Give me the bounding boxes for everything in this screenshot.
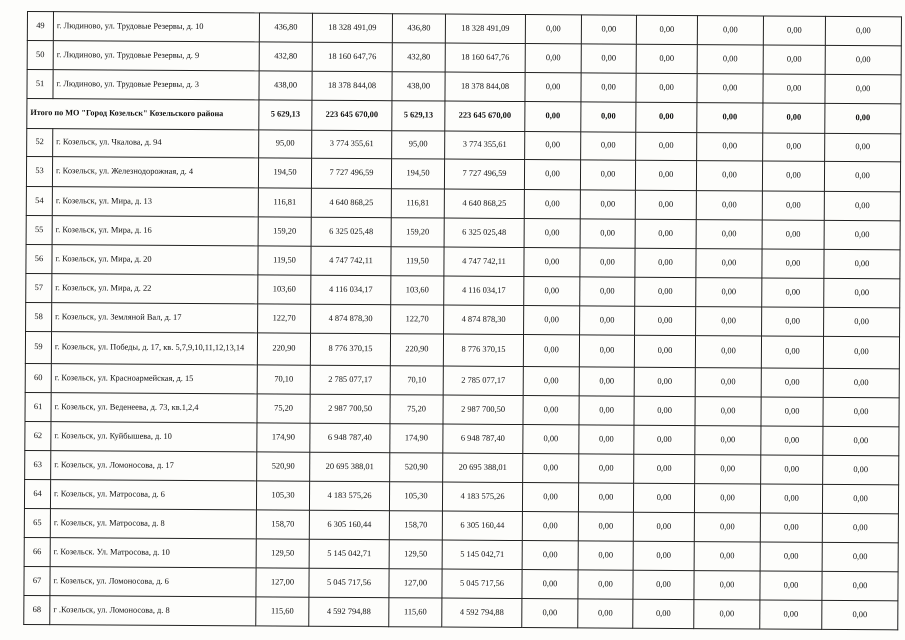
area-total: 174,90 (257, 423, 310, 452)
row-number: 53 (26, 157, 52, 187)
amount-4: 0,00 (696, 191, 762, 220)
table-row (25, 331, 899, 368)
area-funded: 158,70 (389, 511, 442, 540)
amount-1: 0,00 (522, 483, 578, 512)
address: г. Козельск. Ул. Матросова, д. 10 (50, 538, 256, 568)
cost-total: 5 145 042,71 (309, 539, 389, 568)
amount-4: 0,00 (697, 133, 763, 161)
row-number: 60 (25, 363, 51, 392)
amount-5: 0,00 (763, 16, 825, 45)
row-number: 65 (24, 508, 50, 537)
address: г. Козельск, ул. Мира, д. 22 (52, 274, 258, 304)
area-total: 105,30 (256, 481, 309, 510)
area-total: 115,60 (256, 597, 309, 626)
amount-2: 0,00 (579, 454, 634, 483)
amount-4: 0,00 (694, 571, 760, 600)
amount-3: 0,00 (635, 306, 696, 335)
area-total: 432,80 (259, 42, 312, 71)
row-number: 68 (24, 595, 50, 624)
cost-funded: 20 695 388,01 (443, 453, 523, 482)
area-total: 5 629,13 (259, 100, 312, 130)
amount-3: 0,00 (636, 102, 697, 132)
amount-2: 0,00 (581, 132, 636, 160)
amount-3: 0,00 (633, 570, 694, 599)
amount-5: 0,00 (761, 455, 823, 484)
row-number: 49 (27, 12, 53, 41)
area-funded: 116,81 (391, 189, 444, 218)
amount-6: 0,00 (824, 220, 900, 249)
amount-2: 0,00 (578, 512, 633, 541)
row-number: 54 (26, 186, 52, 215)
amount-1: 0,00 (522, 570, 578, 599)
amount-5: 0,00 (761, 368, 823, 397)
amount-2: 0,00 (578, 483, 633, 512)
amount-4: 0,00 (696, 220, 762, 249)
area-funded: 194,50 (391, 159, 444, 189)
address: г .Козельск, ул. Ломоносова, д. 8 (50, 596, 256, 626)
address: г. Людиново, ул. Трудовые Резервы, д. 3 (53, 70, 259, 100)
amount-5: 0,00 (763, 133, 825, 161)
area-total: 158,70 (256, 510, 309, 539)
amount-5: 0,00 (760, 484, 822, 513)
area-total: 194,50 (258, 158, 311, 188)
address: г. Козельск, ул. Земляной Вал, д. 17 (52, 303, 258, 333)
amount-4: 0,00 (695, 368, 761, 397)
amount-4: 0,00 (696, 278, 762, 307)
amount-4: 0,00 (696, 307, 762, 336)
area-total: 220,90 (257, 333, 310, 365)
amount-6: 0,00 (823, 368, 899, 397)
area-funded: 129,50 (389, 540, 442, 569)
area-funded: 70,10 (390, 366, 443, 395)
address: г. Козельск, ул. Веденеева, д. 73, кв.1,2,4 (51, 393, 257, 423)
amount-4: 0,00 (694, 513, 760, 542)
row-number: 52 (27, 129, 53, 157)
table-body (24, 12, 902, 630)
amount-3: 0,00 (635, 277, 696, 306)
amount-3: 0,00 (635, 219, 696, 248)
address: г. Козельск, ул. Мира, д. 16 (52, 216, 258, 246)
area-funded: 115,60 (389, 598, 442, 627)
area-total: 103,60 (258, 275, 311, 304)
cost-total: 7 727 496,59 (311, 158, 391, 188)
amount-4: 0,00 (694, 600, 760, 629)
cost-funded: 18 328 491,09 (445, 14, 525, 43)
amount-6: 0,00 (825, 16, 901, 45)
cost-total: 4 747 742,11 (311, 246, 391, 275)
area-total: 70,10 (257, 365, 310, 394)
amount-5: 0,00 (762, 249, 824, 278)
amount-3: 0,00 (633, 541, 694, 570)
area-funded: 5 629,13 (392, 101, 445, 131)
amount-6: 0,00 (824, 278, 900, 307)
row-number: 62 (25, 421, 51, 450)
amount-6: 0,00 (824, 161, 900, 191)
amount-1: 0,00 (524, 190, 580, 219)
address: г. Козельск, ул. Красноармейская, д. 15 (51, 364, 257, 394)
address: г. Козельск, ул. Победы, д. 17, кв. 5,7,9,10,11,12,13,14 (51, 332, 257, 365)
amount-1: 0,00 (523, 335, 579, 367)
row-number: 63 (25, 450, 51, 479)
amount-1: 0,00 (523, 396, 579, 425)
cost-funded: 4 747 742,11 (444, 247, 524, 276)
amount-5: 0,00 (760, 513, 822, 542)
cost-total: 6 325 025,48 (311, 217, 391, 246)
amount-1: 0,00 (525, 102, 581, 132)
amount-3: 0,00 (634, 335, 695, 367)
area-total: 436,80 (259, 13, 312, 42)
amount-1: 0,00 (522, 512, 578, 541)
amount-4: 0,00 (696, 161, 762, 191)
amount-2: 0,00 (580, 160, 635, 190)
address: г. Людиново, ул. Трудовые Резервы, д. 9 (53, 41, 259, 71)
amount-1: 0,00 (525, 44, 581, 73)
address: г. Людиново, ул. Трудовые Резервы, д. 10 (53, 12, 259, 42)
cost-total: 3 774 355,61 (312, 130, 392, 158)
amount-6: 0,00 (825, 103, 901, 133)
amount-1: 0,00 (523, 454, 579, 483)
amount-5: 0,00 (760, 542, 822, 571)
cost-funded: 4 874 878,30 (444, 305, 524, 334)
amount-3: 0,00 (636, 44, 697, 73)
amount-4: 0,00 (695, 455, 761, 484)
housing-register-table (23, 11, 902, 630)
amount-6: 0,00 (824, 307, 900, 336)
amount-4: 0,00 (697, 74, 763, 103)
row-number: 58 (26, 302, 52, 331)
amount-6: 0,00 (822, 571, 898, 600)
amount-1: 0,00 (525, 15, 581, 44)
amount-2: 0,00 (578, 570, 633, 599)
amount-6: 0,00 (825, 133, 901, 161)
cost-total: 223 645 670,00 (312, 100, 392, 130)
cost-total: 18 160 647,76 (312, 42, 392, 71)
amount-1: 0,00 (524, 277, 580, 306)
cost-funded: 6 305 160,44 (442, 511, 522, 540)
address: г. Козельск, ул. Матросова, д. 8 (50, 509, 256, 539)
area-funded: 119,50 (391, 247, 444, 276)
cost-funded: 2 785 077,17 (443, 366, 523, 395)
area-total: 127,00 (256, 568, 309, 597)
cost-funded: 4 592 794,88 (442, 598, 522, 627)
cost-total: 8 776 370,15 (310, 333, 390, 365)
amount-1: 0,00 (524, 306, 580, 335)
address: г. Козельск, ул. Матросова, д. 6 (50, 480, 256, 510)
amount-2: 0,00 (580, 248, 635, 277)
amount-4: 0,00 (694, 484, 760, 513)
amount-5: 0,00 (760, 600, 822, 629)
area-total: 129,50 (256, 539, 309, 568)
amount-2: 0,00 (580, 306, 635, 335)
amount-5: 0,00 (762, 278, 824, 307)
amount-6: 0,00 (825, 74, 901, 103)
cost-funded: 8 776 370,15 (443, 334, 523, 366)
cost-funded: 4 640 868,25 (444, 189, 524, 218)
row-number: 51 (27, 70, 53, 99)
amount-2: 0,00 (578, 541, 633, 570)
amount-2: 0,00 (579, 425, 634, 454)
amount-3: 0,00 (634, 396, 695, 425)
amount-2: 0,00 (581, 102, 636, 132)
amount-3: 0,00 (633, 599, 694, 628)
area-total: 116,81 (258, 188, 311, 217)
address: г. Козельск, ул. Мира, д. 13 (52, 187, 258, 217)
cost-funded: 6 948 787,40 (443, 424, 523, 453)
amount-6: 0,00 (823, 336, 899, 368)
amount-2: 0,00 (580, 219, 635, 248)
area-funded: 220,90 (390, 334, 443, 366)
amount-5: 0,00 (761, 397, 823, 426)
area-funded: 127,00 (389, 569, 442, 598)
amount-5: 0,00 (762, 191, 824, 220)
cost-funded: 223 645 670,00 (445, 101, 525, 131)
cost-funded: 6 325 025,48 (444, 218, 524, 247)
area-funded: 95,00 (392, 131, 445, 159)
amount-3: 0,00 (635, 190, 696, 219)
address: г. Козельск, ул. Мира, д. 20 (52, 245, 258, 275)
amount-3: 0,00 (635, 248, 696, 277)
amount-2: 0,00 (579, 335, 634, 367)
row-number: 55 (26, 215, 52, 244)
amount-2: 0,00 (578, 599, 633, 628)
amount-1: 0,00 (524, 219, 580, 248)
row-number: 61 (25, 392, 51, 421)
amount-6: 0,00 (823, 455, 899, 484)
amount-5: 0,00 (761, 426, 823, 455)
cost-funded: 2 987 700,50 (443, 395, 523, 424)
address: г. Козельск, ул. Куйбышева, д. 10 (51, 422, 257, 452)
area-total: 75,20 (257, 394, 310, 423)
cost-total: 4 116 034,17 (311, 275, 391, 304)
amount-6: 0,00 (823, 397, 899, 426)
area-funded: 75,20 (390, 395, 443, 424)
area-funded: 432,80 (392, 43, 445, 72)
amount-2: 0,00 (579, 367, 634, 396)
row-number: 57 (26, 273, 52, 302)
cost-total: 18 328 491,09 (312, 13, 392, 42)
amount-6: 0,00 (824, 249, 900, 278)
amount-6: 0,00 (822, 542, 898, 571)
amount-1: 0,00 (525, 73, 581, 102)
total-label: Итого по МО "Город Козельск" Козельского района (27, 99, 259, 130)
amount-3: 0,00 (634, 367, 695, 396)
amount-3: 0,00 (636, 15, 697, 44)
amount-1: 0,00 (524, 248, 580, 277)
amount-6: 0,00 (823, 426, 899, 455)
cost-funded: 18 160 647,76 (445, 43, 525, 72)
amount-4: 0,00 (697, 16, 763, 45)
row-number: 50 (27, 41, 53, 70)
area-total: 159,20 (258, 217, 311, 246)
amount-3: 0,00 (636, 132, 697, 160)
amount-1: 0,00 (522, 599, 578, 628)
area-funded: 438,00 (392, 72, 445, 101)
cost-total: 4 874 878,30 (311, 304, 391, 333)
cost-funded: 5 045 717,56 (442, 569, 522, 598)
cost-total: 18 378 844,08 (312, 71, 392, 100)
address: г. Козельск, ул. Ломоносова, д. 6 (50, 567, 256, 597)
area-total: 119,50 (258, 246, 311, 275)
amount-1: 0,00 (525, 132, 581, 160)
amount-2: 0,00 (581, 73, 636, 102)
area-total: 520,90 (257, 452, 310, 481)
area-funded: 520,90 (390, 453, 443, 482)
area-funded: 159,20 (391, 218, 444, 247)
amount-2: 0,00 (579, 396, 634, 425)
cost-funded: 18 378 844,08 (445, 72, 525, 101)
cost-total: 4 640 868,25 (311, 188, 391, 217)
cost-funded: 5 145 042,71 (442, 540, 522, 569)
area-total: 438,00 (259, 71, 312, 100)
amount-5: 0,00 (762, 161, 824, 191)
area-funded: 174,90 (390, 424, 443, 453)
amount-3: 0,00 (633, 512, 694, 541)
address: г. Козельск, ул. Железнодорожная, д. 4 (52, 157, 258, 188)
cost-total: 4 592 794,88 (309, 597, 389, 626)
amount-6: 0,00 (822, 484, 898, 513)
area-funded: 122,70 (391, 305, 444, 334)
amount-6: 0,00 (822, 513, 898, 542)
amount-6: 0,00 (822, 600, 898, 629)
amount-2: 0,00 (581, 15, 636, 44)
amount-4: 0,00 (695, 397, 761, 426)
amount-5: 0,00 (762, 220, 824, 249)
amount-4: 0,00 (696, 249, 762, 278)
amount-4: 0,00 (695, 426, 761, 455)
cost-total: 2 785 077,17 (310, 365, 390, 394)
amount-1: 0,00 (524, 160, 580, 190)
cost-total: 4 183 575,26 (309, 481, 389, 510)
table-row (24, 595, 898, 629)
area-total: 95,00 (259, 130, 312, 158)
amount-6: 0,00 (825, 45, 901, 74)
amount-2: 0,00 (580, 277, 635, 306)
cost-total: 5 045 717,56 (309, 568, 389, 597)
cost-funded: 4 116 034,17 (444, 276, 524, 305)
amount-5: 0,00 (761, 336, 823, 368)
area-funded: 105,30 (389, 482, 442, 511)
row-number: 59 (25, 331, 51, 363)
address: г. Козельск, ул. Ломоносова, д. 17 (51, 451, 257, 481)
amount-6: 0,00 (824, 191, 900, 220)
cost-funded: 7 727 496,59 (444, 159, 524, 189)
area-funded: 436,80 (392, 14, 445, 43)
cost-total: 2 987 700,50 (310, 394, 390, 423)
amount-3: 0,00 (634, 454, 695, 483)
address: г. Козельск, ул. Чкалова, д. 94 (53, 129, 259, 158)
amount-3: 0,00 (635, 160, 696, 190)
area-funded: 103,60 (391, 276, 444, 305)
amount-2: 0,00 (581, 44, 636, 73)
amount-4: 0,00 (697, 45, 763, 74)
amount-1: 0,00 (522, 541, 578, 570)
cost-funded: 4 183 575,26 (442, 482, 522, 511)
amount-5: 0,00 (763, 45, 825, 74)
row-number: 56 (26, 244, 52, 273)
row-number: 64 (24, 479, 50, 508)
amount-3: 0,00 (633, 483, 694, 512)
amount-1: 0,00 (523, 425, 579, 454)
amount-5: 0,00 (763, 103, 825, 133)
cost-funded: 3 774 355,61 (445, 131, 525, 159)
cost-total: 6 948 787,40 (310, 423, 390, 452)
amount-5: 0,00 (760, 571, 822, 600)
amount-1: 0,00 (523, 367, 579, 396)
amount-5: 0,00 (763, 74, 825, 103)
amount-2: 0,00 (580, 190, 635, 219)
row-number: 66 (24, 537, 50, 566)
amount-3: 0,00 (636, 73, 697, 102)
amount-3: 0,00 (634, 425, 695, 454)
area-total: 122,70 (258, 304, 311, 333)
amount-4: 0,00 (694, 542, 760, 571)
cost-total: 20 695 388,01 (310, 452, 390, 481)
cost-total: 6 305 160,44 (309, 510, 389, 539)
amount-4: 0,00 (695, 336, 761, 368)
amount-4: 0,00 (697, 103, 763, 133)
amount-5: 0,00 (762, 307, 824, 336)
row-number: 67 (24, 566, 50, 595)
